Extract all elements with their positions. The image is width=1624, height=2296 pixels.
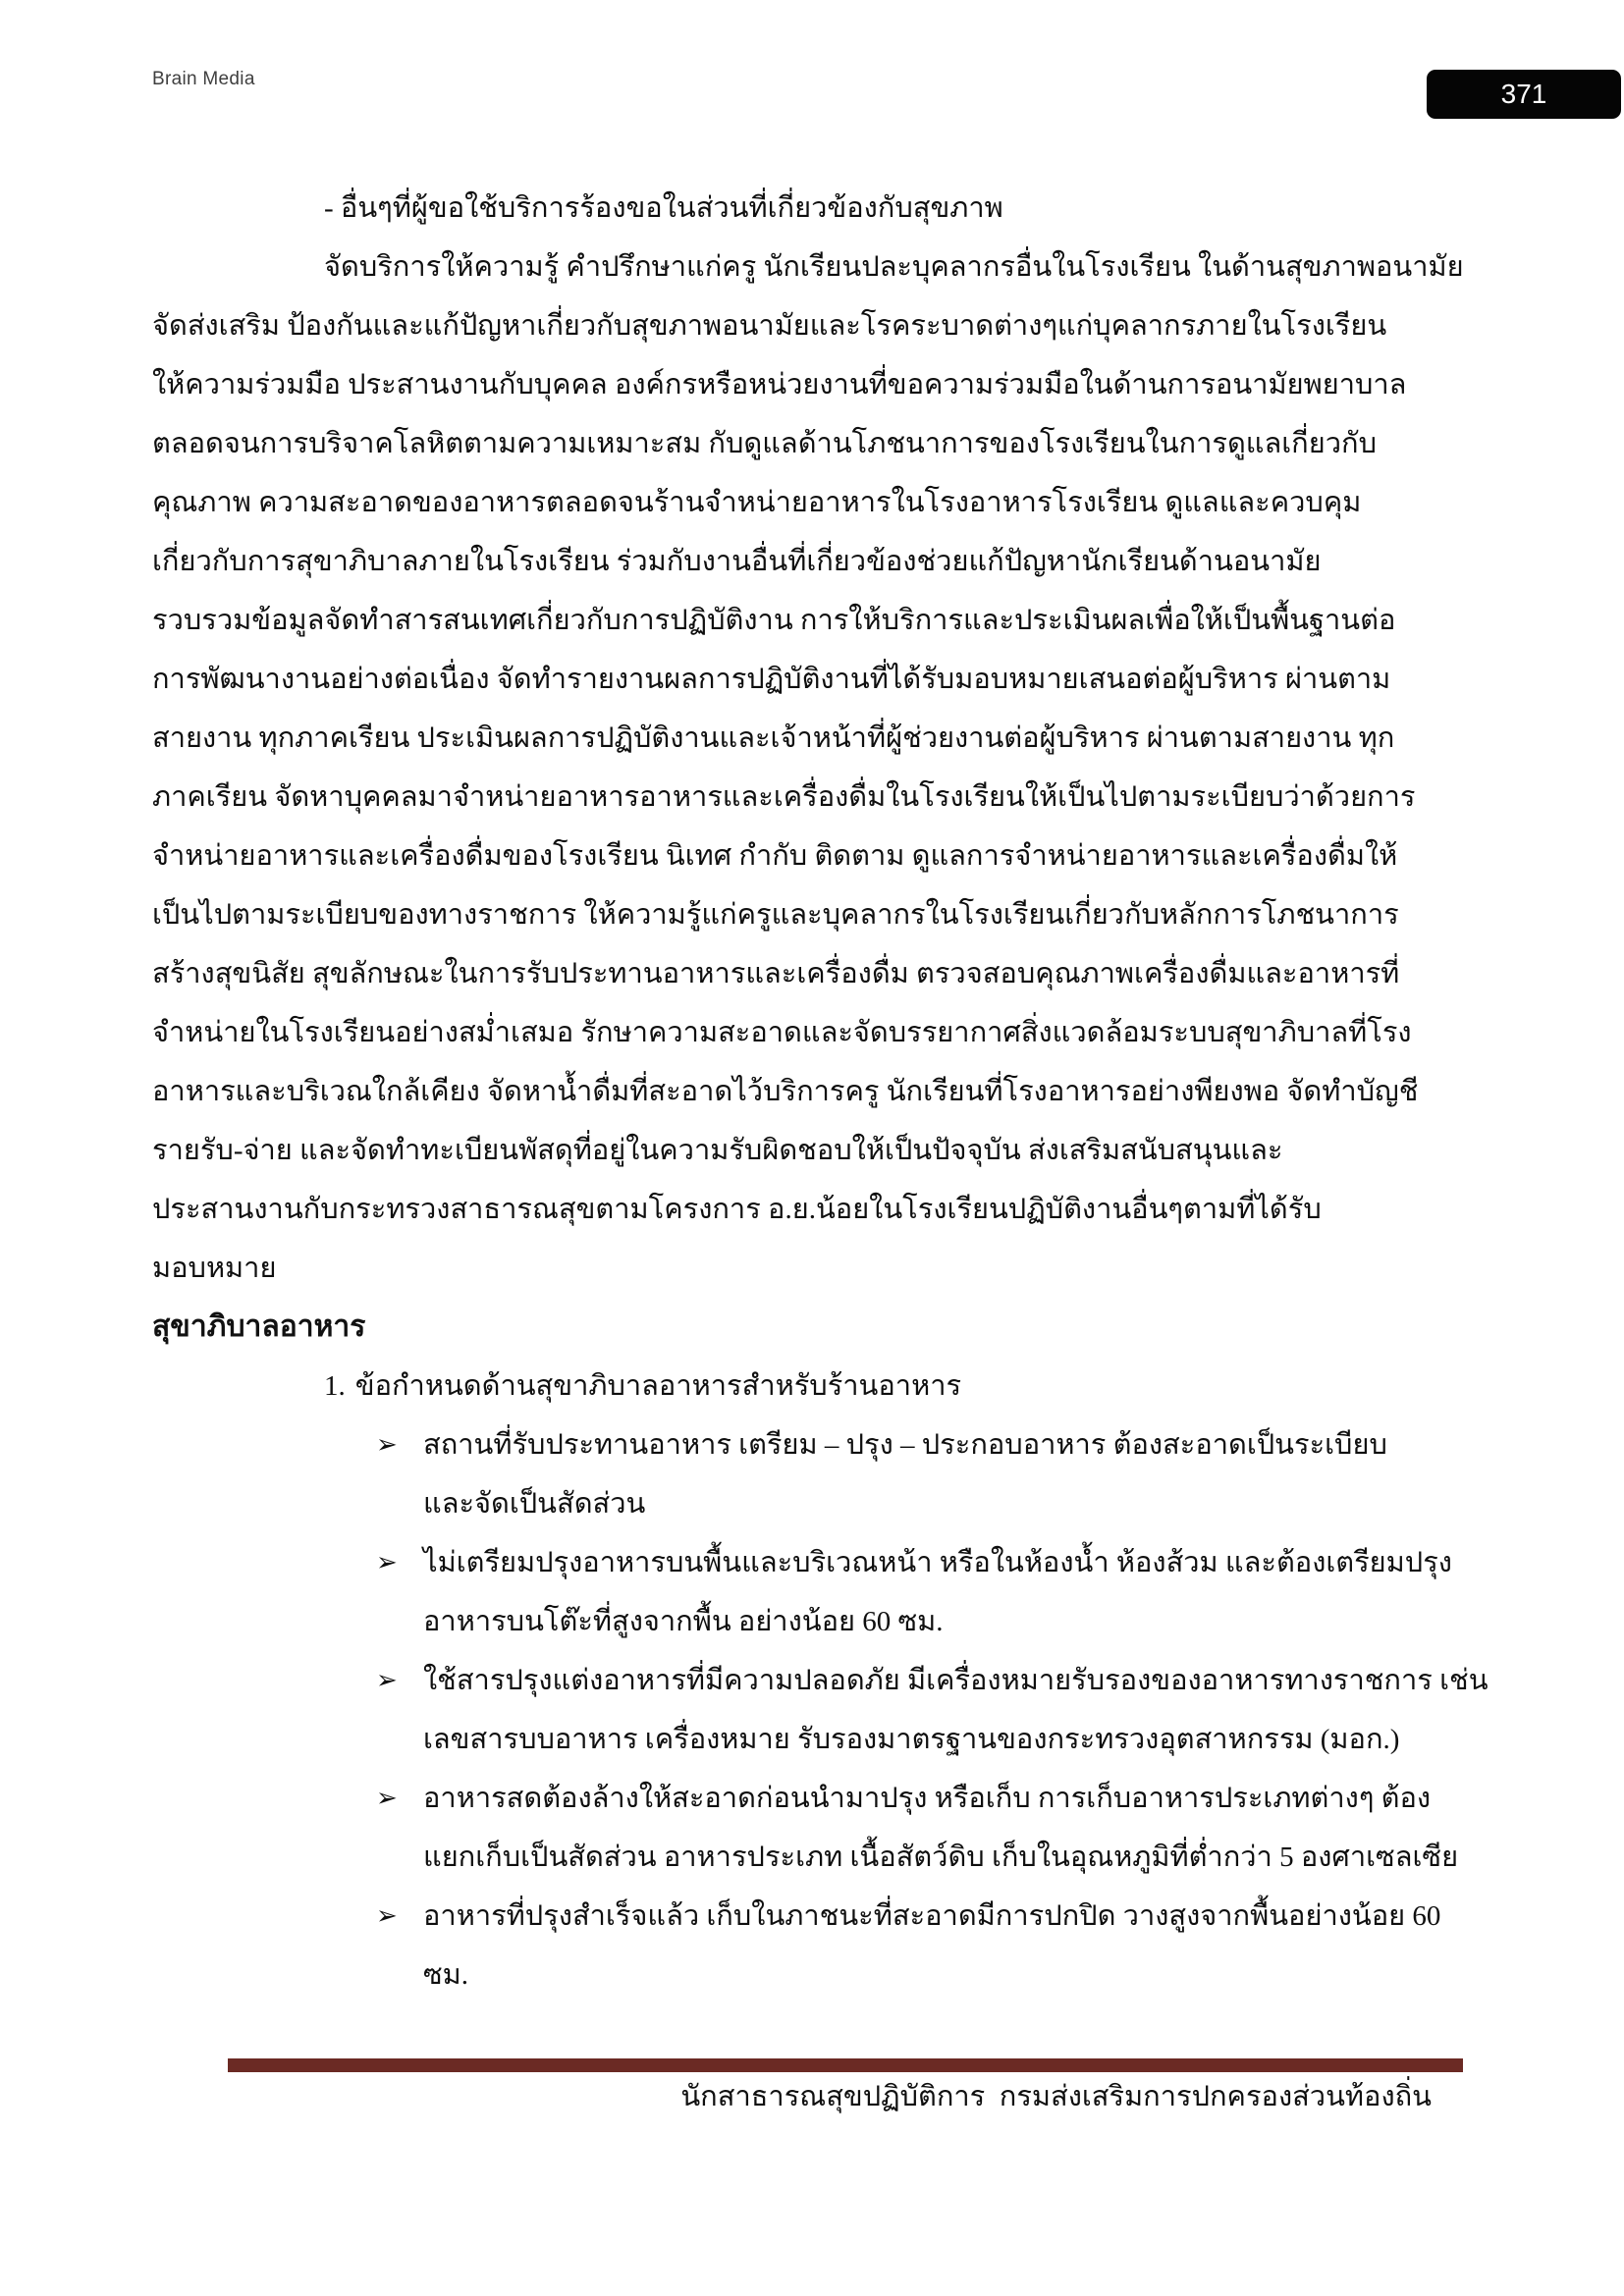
- body-line: จำหน่ายอาหารและเครื่องดื่มของโรงเรียน นิเทศ กำกับ ติดตาม ดูแลการจำหน่ายอาหารและเครื่องดื่มให้: [152, 840, 1398, 872]
- brand-text: Brain Media: [152, 69, 255, 89]
- page-number-badge: [1427, 70, 1621, 119]
- body-line: ภาคเรียน จัดหาบุคคลมาจำหน่ายอาหารอาหารและเครื่องดื่มในโรงเรียนให้เป็นไปตามระเบียบว่าด้วยการ: [152, 781, 1416, 813]
- arrow-bullet-icon: ➢: [376, 1430, 398, 1460]
- arrow-bullet-icon: ➢: [376, 1784, 398, 1813]
- bullet-item: [152, 1769, 1480, 1887]
- bullet-line: สถานที่รับประทานอาหาร เตรียม – ปรุง – ประกอบอาหาร ต้องสะอาดเป็นระเบียบ: [423, 1429, 1387, 1461]
- item-text: ข้อกำหนดด้านสุขาภิบาลอาหารสำหรับร้านอาหาร: [354, 1370, 962, 1402]
- bullet-line: อาหารที่ปรุงสำเร็จแล้ว เก็บในภาชนะที่สะอาดมีการปกปิด วางสูงจากพื้นอย่างน้อย 60: [423, 1900, 1441, 1932]
- body-line: ให้ความร่วมมือ ประสานงานกับบุคคล องค์กรหรือหน่วยงานที่ขอความร่วมมือในด้านการอนามัยพยาบาล: [152, 369, 1407, 400]
- bullet-line: และจัดเป็นสัดส่วน: [423, 1488, 646, 1520]
- bullet-text: [423, 1769, 1480, 1887]
- section-heading: สุขาภิบาลอาหาร: [152, 1310, 366, 1343]
- body-line: รวบรวมข้อมูลจัดทำสารสนเทศเกี่ยวกับการปฏิบัติงาน การให้บริการและประเมินผลเพื่อให้เป็นพื้นฐานต่อ: [152, 605, 1396, 636]
- body-line: มอบหมาย: [152, 1253, 277, 1284]
- body-line: สายงาน ทุกภาคเรียน ประเมินผลการปฏิบัติงานและเจ้าหน้าที่ผู้ช่วยงานต่อผู้บริหาร ผ่านตามสายงาน ทุก: [152, 722, 1395, 754]
- bullet-line: ไม่เตรียมปรุงอาหารบนพื้นและบริเวณหน้า หรือในห้องน้ำ ห้องส้วม และต้องเตรียมปรุง: [423, 1547, 1452, 1578]
- bullet-item: [152, 1533, 1480, 1651]
- bullet-item: [152, 1651, 1489, 1769]
- bullet-text: [423, 1533, 1480, 1651]
- body-line: ประสานงานกับกระทรวงสาธารณสุขตามโครงการ อ.ย.น้อยในโรงเรียนปฏิบัติงานอื่นๆตามที่ได้รับ: [152, 1194, 1322, 1225]
- bullet-item: [152, 1887, 1480, 2004]
- arrow-bullet-icon: ➢: [376, 1548, 398, 1577]
- body-line: จัดส่งเสริม ป้องกันและแก้ปัญหาเกี่ยวกับสุขภาพอนามัยและโรคระบาดต่างๆแก่บุคลากรภายในโรงเรียน: [152, 310, 1387, 342]
- page-number: 371: [1500, 79, 1547, 109]
- body-line: - อื่นๆที่ผู้ขอใช้บริการร้องขอในส่วนที่เกี่ยวข้องกับสุขภาพ: [324, 192, 1003, 224]
- arrow-bullet-icon: ➢: [376, 1901, 398, 1931]
- body-line: จัดบริการให้ความรู้ คำปรึกษาแก่ครู นักเรียนปละบุคลากรอื่นในโรงเรียน ในด้านสุขภาพอนามัย: [324, 251, 1464, 283]
- body-line: สร้างสุขนิสัย สุขลักษณะในการรับประทานอาหารและเครื่องดื่ม ตรวจสอบคุณภาพเครื่องดื่มและอาหารที่: [152, 958, 1400, 989]
- bullet-text: [423, 1887, 1480, 2004]
- bullet-line: ใช้สารปรุงแต่งอาหารที่มีความปลอดภัย มีเครื่องหมายรับรองของอาหารทางราชการ เช่น: [423, 1665, 1489, 1696]
- arrow-bullet-icon: ➢: [376, 1666, 398, 1695]
- body-line: ตลอดจนการบริจาคโลหิตตามความเหมาะสม กับดูแลด้านโภชนาการของโรงเรียนในการดูแลเกี่ยวกับ: [152, 428, 1377, 459]
- body-line: คุณภาพ ความสะอาดของอาหารตลอดจนร้านจำหน่ายอาหารในโรงอาหารโรงเรียน ดูแลและควบคุม: [152, 487, 1362, 518]
- bullet-text: [423, 1651, 1489, 1769]
- body-line: รายรับ-จ่าย และจัดทำทะเบียนพัสดุที่อยู่ในความรับผิดชอบให้เป็นปัจจุบัน ส่งเสริมสนับสนุนและ: [152, 1135, 1283, 1166]
- bullet-line: ซม.: [423, 1959, 469, 1991]
- body-line: จำหน่ายในโรงเรียนอย่างสม่ำเสมอ รักษาความสะอาดและจัดบรรยากาศสิ่งแวดล้อมระบบสุขาภิบาลที่โรง: [152, 1017, 1412, 1048]
- bullet-line: เลขสารบบอาหาร เครื่องหมาย รับรองมาตรฐานของกระทรวงอุตสาหกรรม (มอก.): [423, 1724, 1400, 1755]
- bullet-line: แยกเก็บเป็นสัดส่วน อาหารประเภท เนื้อสัตว์ดิบ เก็บในอุณหภูมิที่ต่ำกว่า 5 องศาเซลเซีย: [423, 1842, 1459, 1873]
- body-line: เป็นไปตามระเบียบของทางราชการ ให้ความรู้แก่ครูและบุคลากรในโรงเรียนเกี่ยวกับหลักการโภชนาการ: [152, 899, 1399, 931]
- bullet-item: [152, 1415, 1480, 1533]
- body-line: เกี่ยวกับการสุขาภิบาลภายในโรงเรียน ร่วมกับงานอื่นที่เกี่ยวข้องช่วยแก้ปัญหานักเรียนด้านอนามัย: [152, 546, 1322, 577]
- body-line: การพัฒนางานอย่างต่อเนื่อง จัดทำรายงานผลการปฏิบัติงานที่ได้รับมอบหมายเสนอต่อผู้บริหาร ผ่านตาม: [152, 664, 1391, 695]
- bullet-line: อาหารสดต้องล้างให้สะอาดก่อนนำมาปรุง หรือเก็บ การเก็บอาหารประเภทต่างๆ ต้อง: [423, 1783, 1432, 1814]
- bullet-text: [423, 1415, 1480, 1533]
- bullet-line: อาหารบนโต๊ะที่สูงจากพื้น อย่างน้อย 60 ซม.: [423, 1606, 944, 1637]
- footer-divider-rule: [228, 2058, 1463, 2072]
- item-number: 1.: [324, 1370, 346, 1402]
- numbered-item: [152, 1357, 1480, 1415]
- footer-text: นักสาธารณสุขปฏิบัติการ กรมส่งเสริมการปกครองส่วนท้องถิ่น: [680, 2081, 1432, 2112]
- body-content: [152, 179, 1489, 2004]
- body-line: อาหารและบริเวณใกล้เคียง จัดหาน้ำดื่มที่สะอาดไว้บริการครู นักเรียนที่โรงอาหารอย่างพียงพอ จัดทำบัญชี: [152, 1076, 1419, 1107]
